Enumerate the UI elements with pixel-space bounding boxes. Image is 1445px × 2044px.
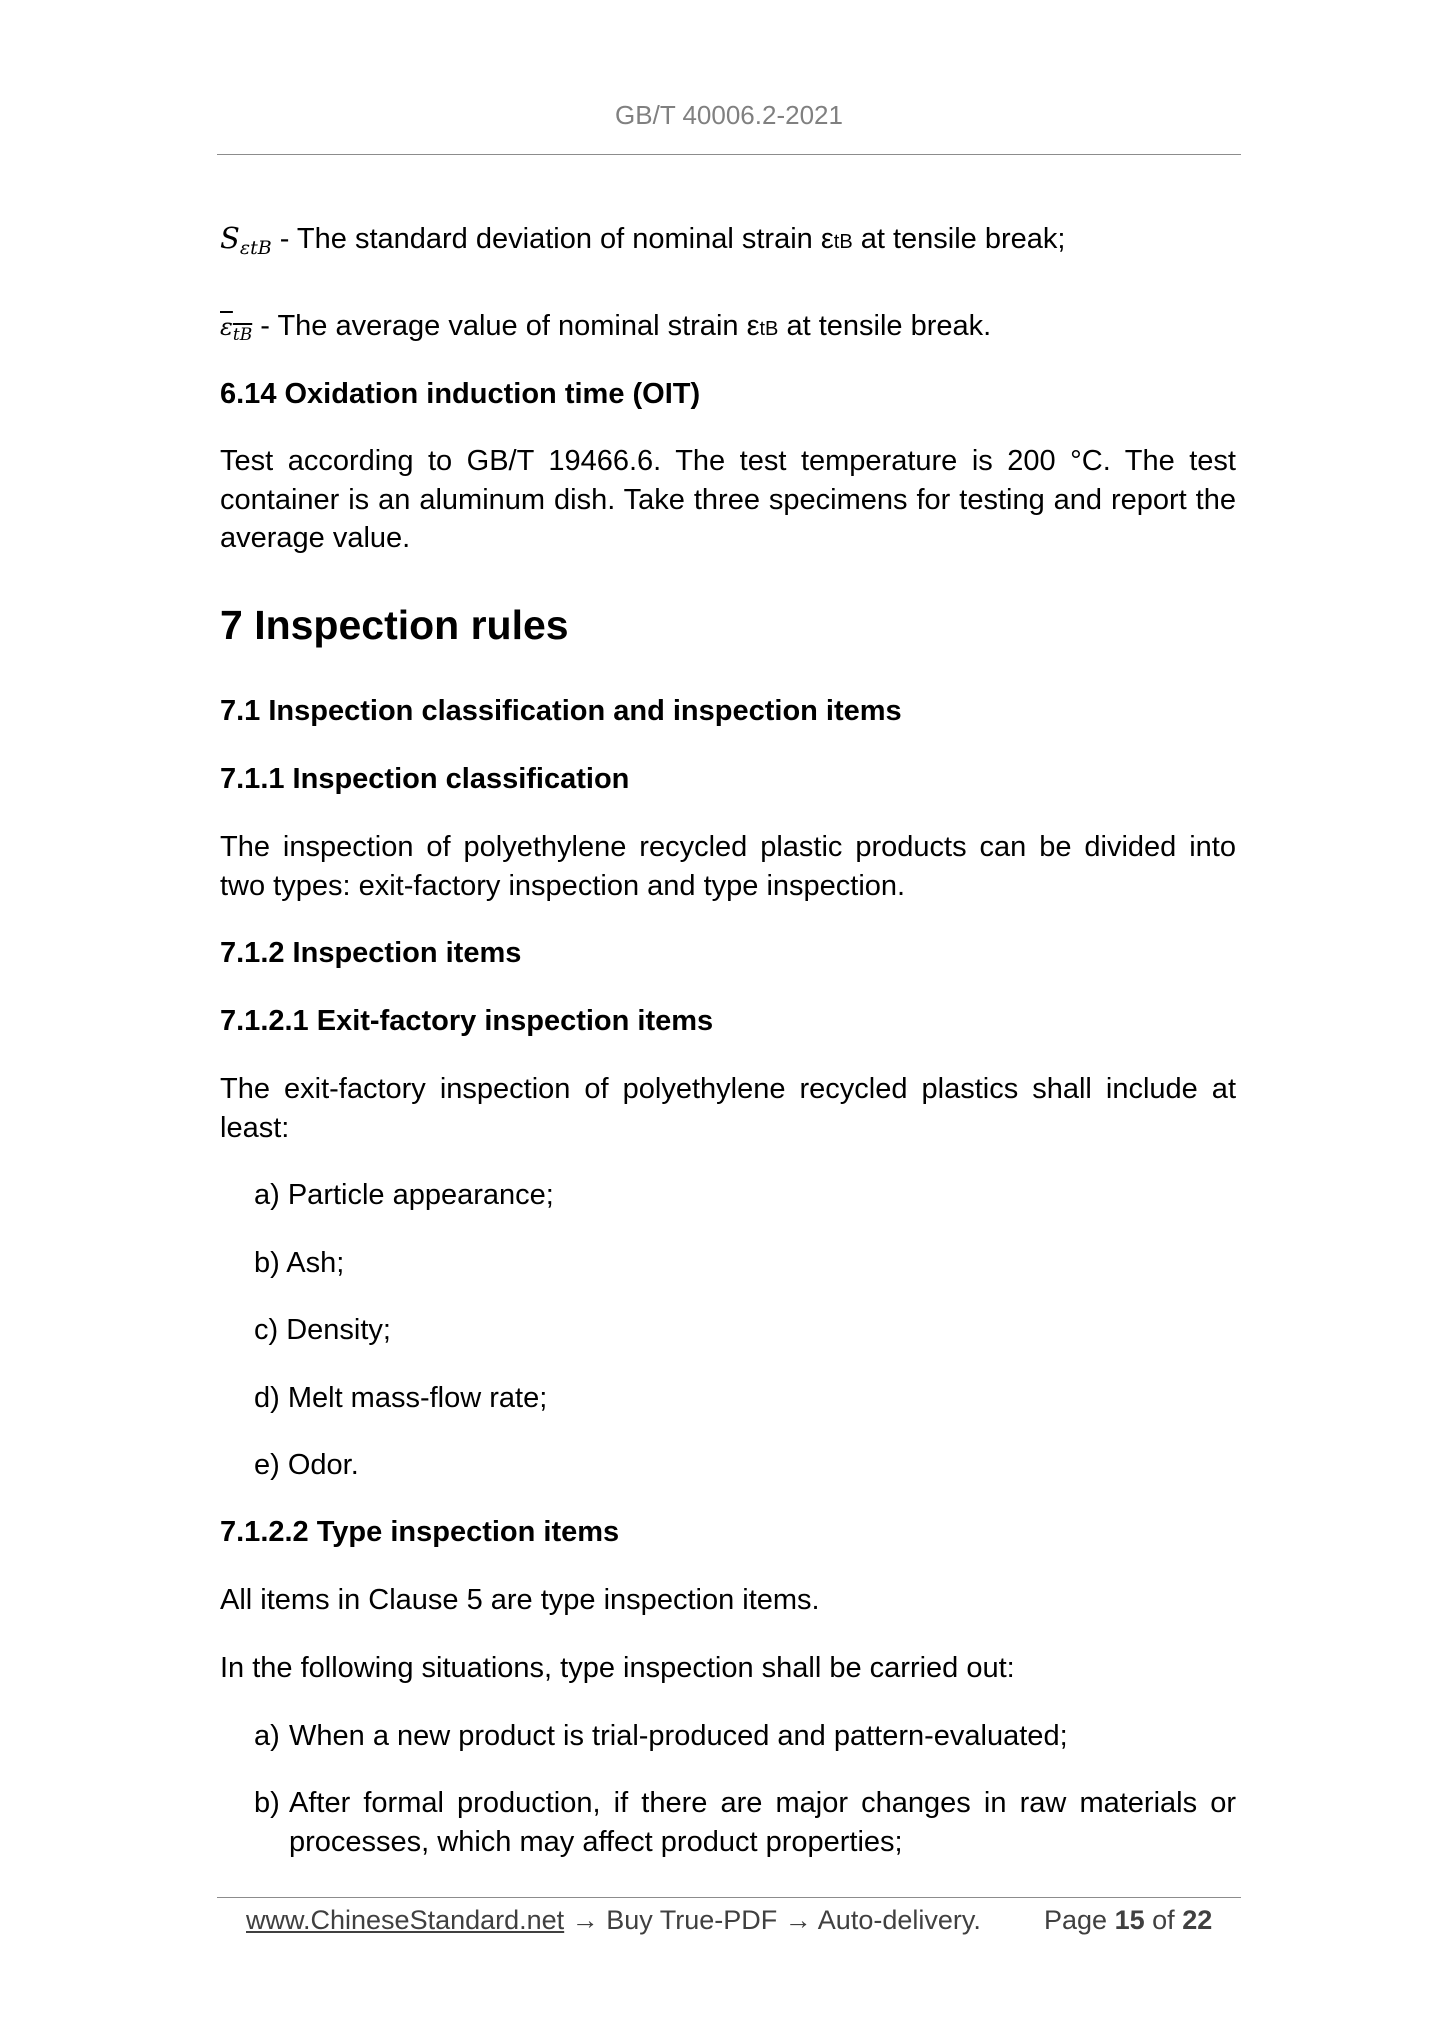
footer-rule [217, 1897, 1241, 1898]
chinesestandard-link[interactable]: www.ChineseStandard.net [246, 1905, 565, 1935]
list-text: After formal production, if there are major changes in raw materials or processes, which may affect product properties; [289, 1787, 1236, 1858]
list-item-particle-appearance: a) Particle appearance; [254, 1179, 554, 1211]
header-rule [217, 154, 1241, 155]
heading-7-1: 7.1 Inspection classification and inspection items [220, 695, 902, 727]
paragraph-6-14: Test according to GB/T 19466.6. The test temperature is 200 °C. The test container is an aluminum dish. Take three specimens for testing and report the average value. [220, 445, 1236, 554]
page-number: 15 [1114, 1905, 1145, 1935]
symbol-s-epsilon: $S_{\varepsilon tB}$ [220, 221, 272, 259]
list-marker: b) [254, 1787, 280, 1819]
document-id-header: GB/T 40006.2-2021 [615, 100, 843, 130]
list-item-melt-mass-flow-rate: d) Melt mass-flow rate; [254, 1382, 548, 1414]
list-item-ash: b) Ash; [254, 1247, 345, 1279]
paragraph-situations: In the following situations, type inspection shall be carried out: [220, 1652, 1015, 1684]
heading-7-1-2-2: 7.1.2.2 Type inspection items [220, 1516, 620, 1548]
buy-true-pdf-text: Buy True-PDF [606, 1905, 778, 1935]
definition-average-value: $\varepsilon_{tB}$ - The average value of nominal strain εtB at tensile break. [220, 310, 992, 345]
paragraph-type-items: All items in Clause 5 are type inspection items. [220, 1584, 820, 1616]
heading-7: 7 Inspection rules [220, 602, 569, 648]
list-item-odor: e) Odor. [254, 1449, 359, 1481]
paragraph-7-1-2-1: The exit-factory inspection of polyethylene recycled plastics shall include at least: [220, 1073, 1236, 1144]
list-item-density: c) Density; [254, 1314, 391, 1346]
arrow-right-icon: → [571, 1905, 599, 1935]
paragraph-7-1-1: The inspection of polyethylene recycled plastic products can be divided into two types: exit-factory inspection and type inspection. [220, 831, 1236, 902]
list-item-formal-production [254, 1784, 1236, 1861]
definition-std-deviation: $S_{\varepsilon tB}$ - The standard deviation of nominal strain εtB at tensile break; [220, 221, 1066, 259]
heading-7-1-2: 7.1.2 Inspection items [220, 937, 522, 969]
list-text: When a new product is trial-produced and pattern-evaluated; [289, 1720, 1068, 1752]
footer-links [246, 1905, 981, 1936]
of-label: of [1152, 1905, 1175, 1935]
page-indicator [1044, 1905, 1212, 1936]
total-pages: 22 [1182, 1905, 1213, 1935]
heading-7-1-2-1: 7.1.2.1 Exit-factory inspection items [220, 1005, 714, 1037]
arrow-right-icon: → [784, 1905, 812, 1935]
heading-7-1-1: 7.1.1 Inspection classification [220, 763, 630, 795]
page-label: Page [1044, 1905, 1108, 1935]
auto-delivery-text: Auto-delivery. [817, 1905, 981, 1935]
list-marker: a) [254, 1720, 280, 1752]
heading-6-14: 6.14 Oxidation induction time (OIT) [220, 378, 701, 410]
list-item-new-product [254, 1717, 1236, 1756]
symbol-epsilon-bar: $\varepsilon_{tB}$ [220, 313, 253, 345]
